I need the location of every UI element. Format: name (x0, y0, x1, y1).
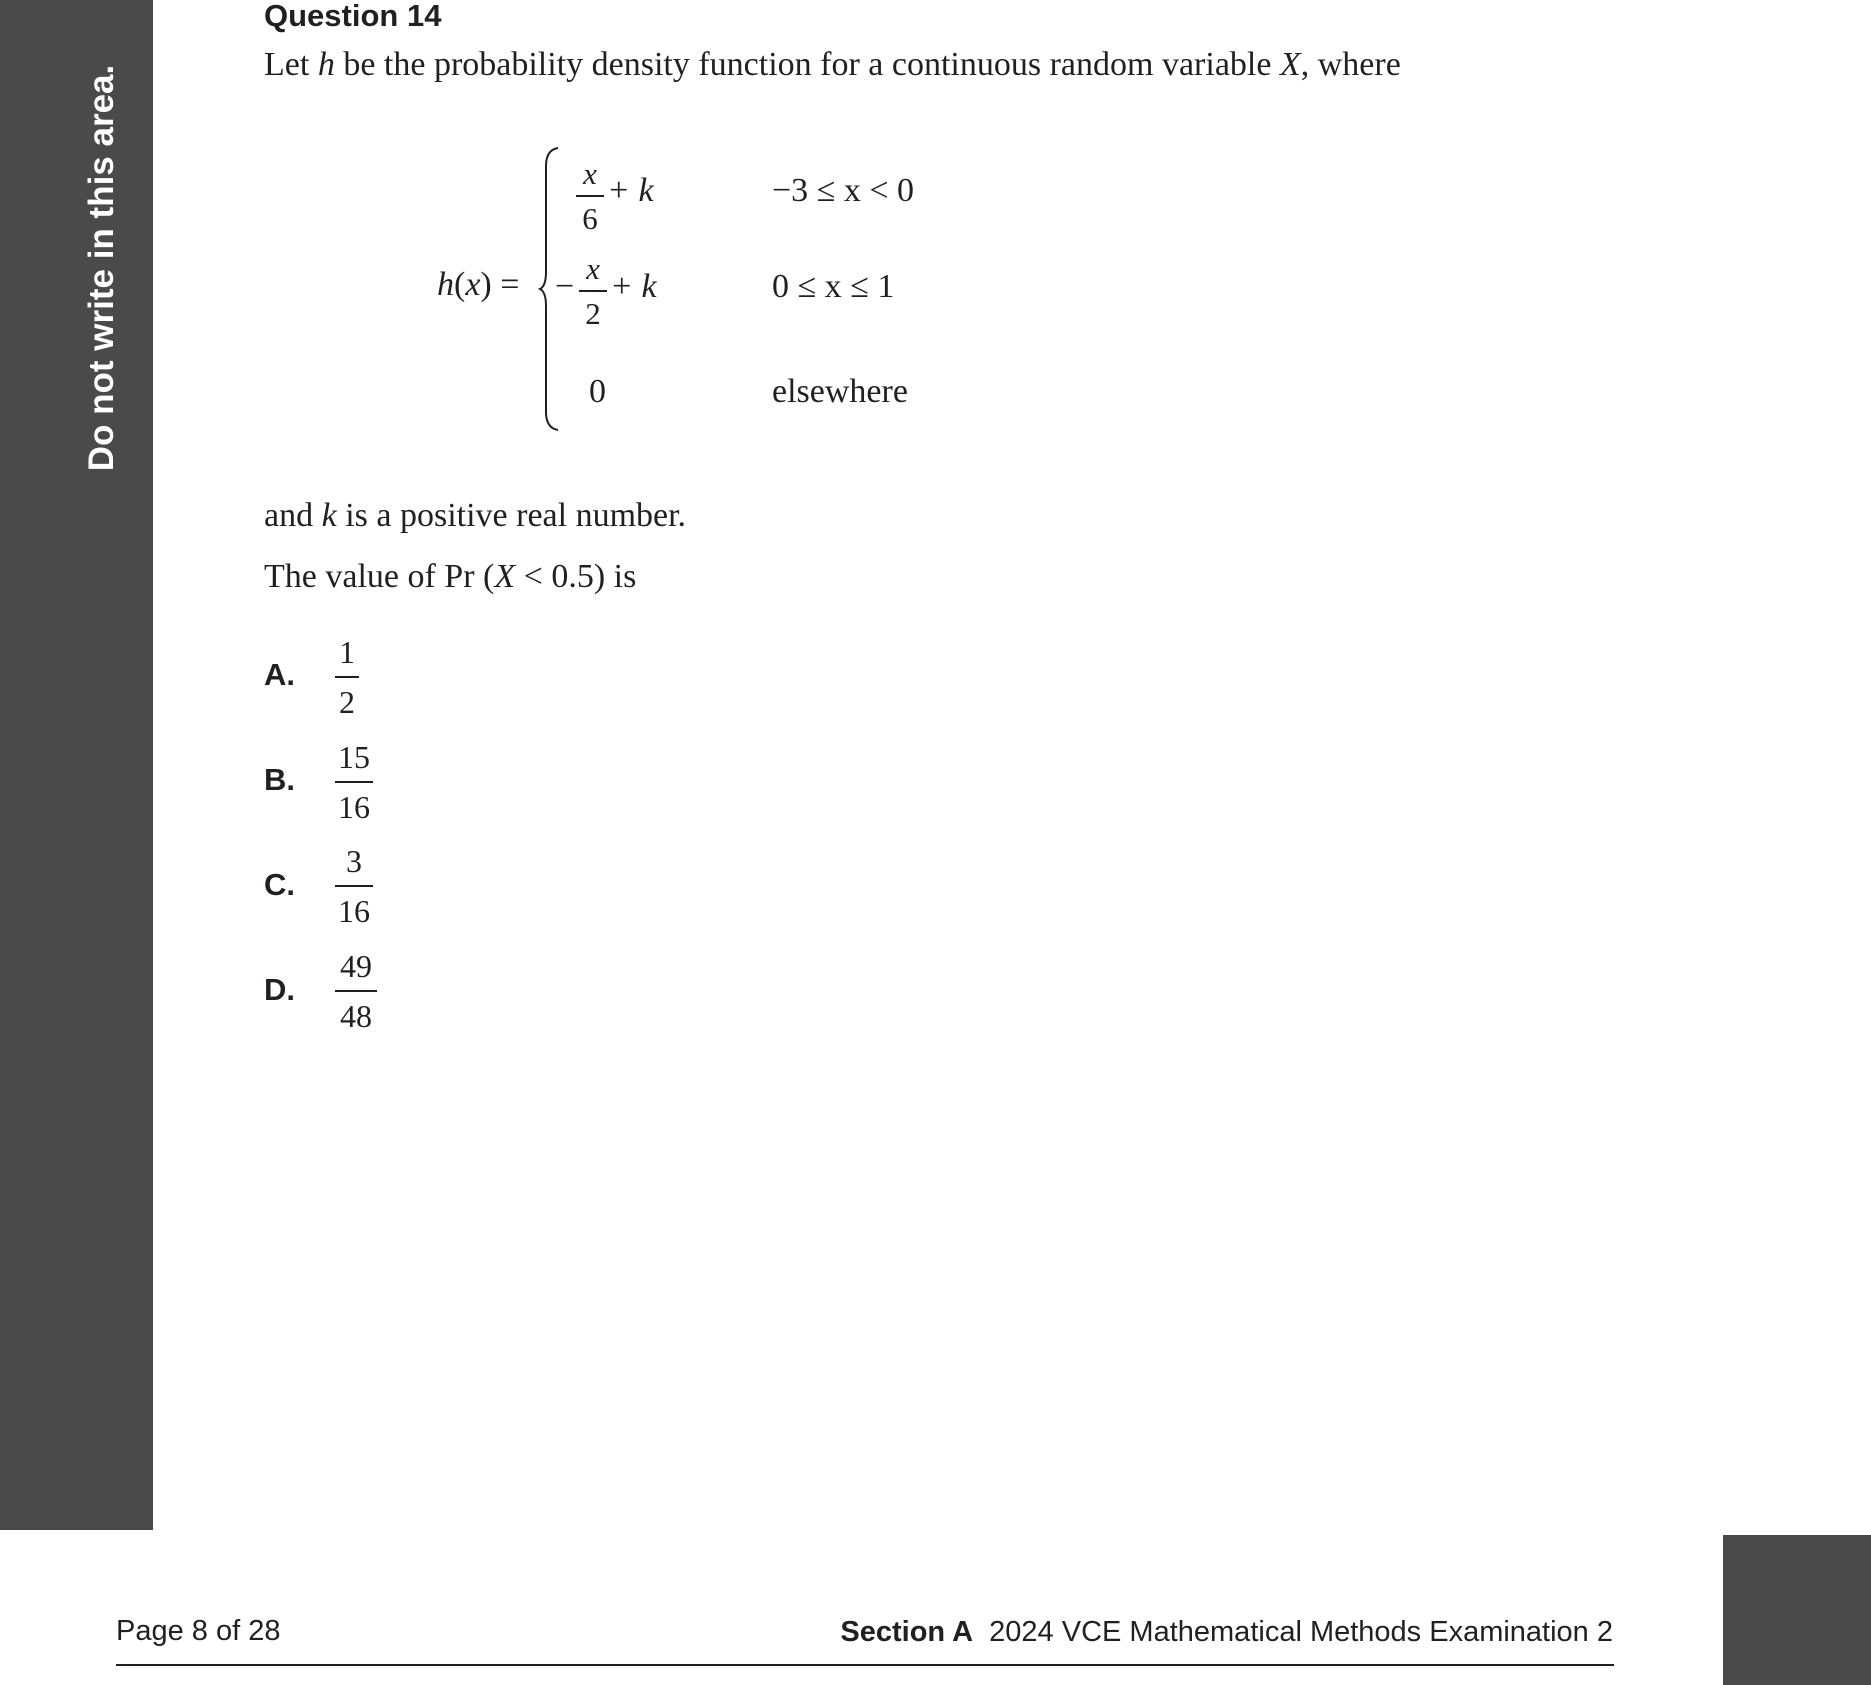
piece-1-tail (607, 172, 654, 210)
piece-2-condition: 0 ≤ x ≤ 1 (772, 268, 895, 305)
intro-text-2: be the probability density function for a continuous random variable (334, 46, 1280, 83)
k-note-text-1: and (264, 497, 322, 534)
page-number: Page 8 of 28 (116, 1615, 281, 1647)
option-c-denominator: 16 (338, 893, 370, 929)
footer-rule (116, 1664, 1614, 1666)
option-a-bar (335, 676, 359, 678)
footer-exam-info (840, 1616, 1613, 1649)
intro-var-x: X (1279, 46, 1301, 83)
piece-3-condition: elsewhere (772, 373, 908, 410)
option-b-fraction (335, 741, 373, 823)
option-c-bar (335, 885, 373, 887)
footer-section: Section A (840, 1616, 974, 1648)
question-title: Question 14 (264, 0, 442, 33)
piece-2-denominator: 2 (585, 296, 601, 331)
piece-2-tail-text: + k (610, 268, 657, 305)
margin-notice: Do not write in this area. (82, 64, 121, 471)
function-lhs: h(x) = (437, 266, 520, 303)
k-note-text-2: is a positive real number. (336, 497, 687, 534)
prompt-text-2: < 0.5) is (515, 558, 637, 595)
piece-1-fraction-bar (576, 195, 604, 197)
option-d-letter: D. (264, 972, 295, 1007)
option-d-bar (335, 990, 377, 992)
option-d-denominator: 48 (340, 998, 372, 1034)
option-a-denominator: 2 (339, 684, 355, 720)
piece-1-numerator: x (583, 156, 597, 191)
option-b-numerator: 15 (338, 739, 370, 775)
piece-1-condition: −3 ≤ x < 0 (772, 172, 915, 209)
piece-1-denominator: 6 (582, 201, 598, 236)
piece-2-numerator: x (586, 251, 600, 286)
option-c-numerator: 3 (346, 843, 362, 879)
corner-block (1723, 1535, 1871, 1685)
piece-2-fraction-bar (579, 290, 607, 292)
intro-var-h: h (317, 46, 335, 83)
option-d-fraction (335, 950, 377, 1032)
option-b-denominator: 16 (338, 789, 370, 825)
option-b-letter: B. (264, 762, 295, 797)
piece-2-tail (610, 268, 657, 306)
question-prompt (264, 558, 636, 596)
footer-exam-title: 2024 VCE Mathematical Methods Examination 2 (989, 1616, 1613, 1648)
option-d-numerator: 49 (340, 948, 372, 984)
piece-3-value: 0 (589, 373, 606, 410)
piece-1-tail-text: + k (607, 172, 654, 209)
question-intro (264, 46, 1401, 84)
margin-notice-wrap (82, 45, 122, 490)
option-a-numerator: 1 (339, 634, 355, 670)
piece-1-fraction (576, 158, 604, 234)
option-c-fraction (335, 845, 373, 927)
intro-text-3: , where (1300, 46, 1401, 83)
option-a-fraction (335, 636, 359, 718)
prompt-var-x: X (494, 558, 516, 595)
k-note (264, 497, 686, 535)
prompt-text-1: The value of Pr ( (264, 558, 495, 595)
k-note-var: k (321, 497, 337, 534)
margin-bar (0, 0, 153, 1530)
option-c-letter: C. (264, 867, 295, 902)
intro-text-1: Let (264, 46, 318, 83)
piece-2-sign: − (555, 268, 575, 305)
option-a-letter: A. (264, 657, 295, 692)
piece-2-fraction (579, 253, 607, 329)
option-b-bar (335, 781, 373, 783)
